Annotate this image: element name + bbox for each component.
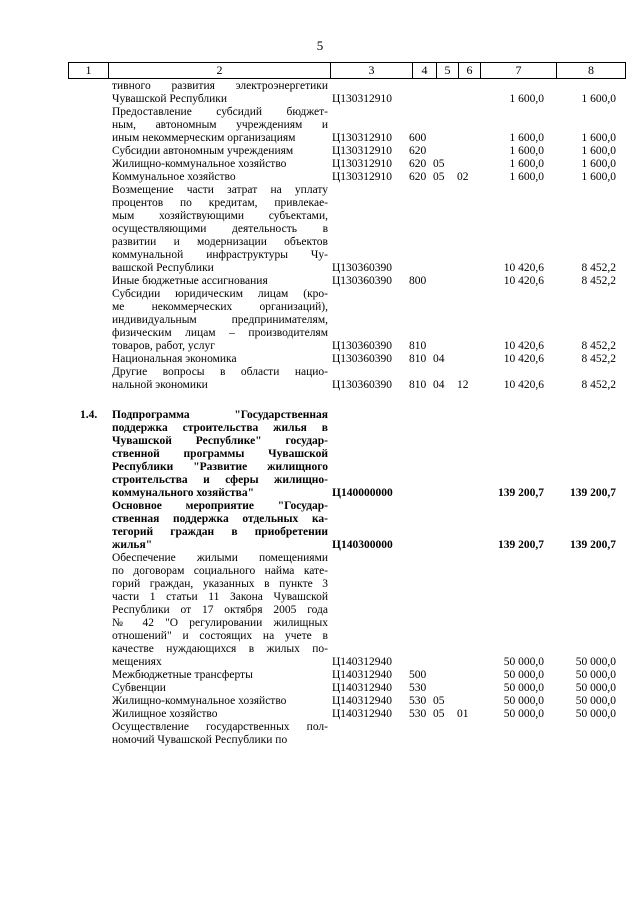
amount-col-7: 50 000,0 <box>503 682 544 694</box>
header-col-3: 3 <box>330 63 412 78</box>
row-name <box>112 721 328 747</box>
amount-col-8: 50 000,0 <box>575 695 616 707</box>
target-code: Ц140000000 <box>332 487 393 499</box>
subsection-code: 12 <box>457 379 469 391</box>
row-name-line: развитии и модернизации объектов <box>112 236 328 248</box>
amount-col-7: 10 420,6 <box>503 353 544 365</box>
row-name-line: Республики от 17 октября 2005 года <box>112 604 328 616</box>
amount-col-8: 50 000,0 <box>575 656 616 668</box>
row-name-line: товаров, работ, услуг <box>112 340 215 352</box>
amount-col-8: 1 600,0 <box>581 145 616 157</box>
table-row <box>0 682 640 695</box>
amount-col-8: 8 452,2 <box>581 340 616 352</box>
amount-col-8: 1 600,0 <box>581 132 616 144</box>
row-name-line: Жилищно-коммунальное хозяйство <box>112 158 287 170</box>
amount-col-7: 10 420,6 <box>503 379 544 391</box>
target-code: Ц140300000 <box>332 539 393 551</box>
row-name-line: Межбюджетные трансферты <box>112 669 253 681</box>
target-code: Ц140312940 <box>332 708 393 720</box>
amount-col-8: 1 600,0 <box>581 158 616 170</box>
row-name-line: номочий Чувашской Республики по <box>112 734 288 746</box>
row-name <box>112 353 328 366</box>
row-name-line: осуществляющими деятельность в <box>112 223 328 235</box>
row-name-line: нальной экономики <box>112 379 208 391</box>
amount-col-7: 1 600,0 <box>509 171 544 183</box>
table-row <box>0 145 640 158</box>
row-name-line: Осуществление государственных пол- <box>112 721 328 733</box>
table-row <box>0 158 640 171</box>
row-name-line: Иные бюджетные ассигнования <box>112 275 268 287</box>
amount-col-8: 1 600,0 <box>581 171 616 183</box>
amount-col-7: 50 000,0 <box>503 708 544 720</box>
row-name <box>112 158 328 171</box>
row-name-line: ственная поддержка отдельных ка- <box>112 513 328 525</box>
row-name-line: иным некоммерческим организациям <box>112 132 296 144</box>
amount-col-8: 8 452,2 <box>581 262 616 274</box>
amount-col-7: 1 600,0 <box>509 145 544 157</box>
row-name-line: отношений" и состоящих на учете в <box>112 630 328 642</box>
amount-col-7: 1 600,0 <box>509 93 544 105</box>
row-name-line: процентов по кредитам, привлекае- <box>112 197 328 209</box>
target-code: Ц140312940 <box>332 682 393 694</box>
row-name-line: физическим лицам – производителям <box>112 327 328 339</box>
target-code: Ц130312910 <box>332 132 393 144</box>
header-col-8: 8 <box>556 63 626 78</box>
row-name-line: вашской Республики <box>112 262 214 274</box>
row-name-line: ным, автономным учреждениям и <box>112 119 328 131</box>
table-row <box>0 80 640 106</box>
row-name-line: Чувашской Республики <box>112 93 228 105</box>
amount-col-7: 50 000,0 <box>503 695 544 707</box>
row-name <box>112 695 328 708</box>
amount-col-7: 1 600,0 <box>509 132 544 144</box>
row-name-line: мещениях <box>112 656 162 668</box>
header-col-1: 1 <box>68 63 108 78</box>
row-name <box>112 145 328 158</box>
table-row <box>0 695 640 708</box>
row-name-line: коммунального хозяйства" <box>112 487 254 499</box>
table-row <box>0 288 640 353</box>
expense-type: 600 <box>409 132 427 144</box>
amount-col-7: 139 200,7 <box>498 539 544 551</box>
expense-type: 530 <box>409 682 427 694</box>
row-name-line: коммунальной инфраструктуры Чу- <box>112 249 328 261</box>
amount-col-7: 10 420,6 <box>503 275 544 287</box>
row-name-line: по договорам социального найма кате- <box>112 565 328 577</box>
page-number: 5 <box>316 38 324 53</box>
amount-col-8: 139 200,7 <box>570 487 616 499</box>
row-name <box>112 500 328 552</box>
amount-col-8: 8 452,2 <box>581 353 616 365</box>
header-col-2: 2 <box>108 63 330 78</box>
target-code: Ц130312910 <box>332 171 393 183</box>
row-name-line: Жилищное хозяйство <box>112 708 218 720</box>
section-code: 05 <box>433 708 445 720</box>
amount-col-7: 10 420,6 <box>503 340 544 352</box>
row-name-line: Предоставление субсидий бюджет- <box>112 106 328 118</box>
row-name <box>112 682 328 695</box>
table-row <box>0 106 640 145</box>
expense-type: 810 <box>409 379 427 391</box>
row-name-line: жилья" <box>112 539 153 551</box>
row-name-line: Субсидии юридическим лицам (кро- <box>112 288 328 300</box>
amount-col-7: 50 000,0 <box>503 669 544 681</box>
row-name-line: индивидуальным предпринимателям, <box>112 314 328 326</box>
target-code: Ц130360390 <box>332 379 393 391</box>
target-code: Ц130312910 <box>332 145 393 157</box>
table-row <box>0 669 640 682</box>
amount-col-7: 1 600,0 <box>509 158 544 170</box>
target-code: Ц140312940 <box>332 695 393 707</box>
expense-type: 530 <box>409 695 427 707</box>
subsection-code: 02 <box>457 171 469 183</box>
section-code: 05 <box>433 695 445 707</box>
row-name <box>112 171 328 184</box>
table-row <box>0 171 640 184</box>
row-name <box>112 106 328 145</box>
target-code: Ц130360390 <box>332 353 393 365</box>
header-col-5: 5 <box>436 63 458 78</box>
target-code: Ц130360390 <box>332 275 393 287</box>
row-name <box>112 708 328 721</box>
subsection-code: 01 <box>457 708 469 720</box>
row-name <box>112 366 328 392</box>
row-name <box>112 275 328 288</box>
table-row <box>0 275 640 288</box>
expense-type: 620 <box>409 171 427 183</box>
expense-type: 800 <box>409 275 427 287</box>
row-name <box>112 409 328 500</box>
row-name-line: Национальная экономика <box>112 353 237 365</box>
target-code: Ц130360390 <box>332 262 393 274</box>
row-name-line: качестве нуждающихся в жилых по- <box>112 643 328 655</box>
expense-type: 810 <box>409 353 427 365</box>
row-name <box>112 184 328 275</box>
row-name-line: Обеспечение жилыми помещениями <box>112 552 328 564</box>
table-row <box>0 500 640 552</box>
row-name <box>112 552 328 669</box>
row-name-line: Чувашской Республике" государ- <box>112 435 328 447</box>
amount-col-8: 50 000,0 <box>575 708 616 720</box>
table-header <box>68 62 626 79</box>
target-code: Ц140312940 <box>332 656 393 668</box>
table-row <box>0 721 640 747</box>
section-number: 1.4. <box>80 409 98 421</box>
amount-col-8: 8 452,2 <box>581 275 616 287</box>
table-row <box>0 366 640 392</box>
table-row <box>0 184 640 275</box>
row-name-line: Другие вопросы в области нацио- <box>112 366 328 378</box>
expense-type: 810 <box>409 340 427 352</box>
table-body <box>0 80 640 747</box>
amount-col-8: 50 000,0 <box>575 682 616 694</box>
expense-type: 530 <box>409 708 427 720</box>
amount-col-8: 8 452,2 <box>581 379 616 391</box>
section-code: 05 <box>433 158 445 170</box>
row-name-line: Субвенции <box>112 682 166 694</box>
row-name-line: части 1 статьи 11 Закона Чувашской <box>112 591 328 603</box>
target-code: Ц140312940 <box>332 669 393 681</box>
header-col-6: 6 <box>458 63 480 78</box>
section-code: 05 <box>433 171 445 183</box>
row-name-line: Основное мероприятие "Государ- <box>112 500 328 512</box>
amount-col-7: 10 420,6 <box>503 262 544 274</box>
row-name-line: тегорий граждан в приобретении <box>112 526 328 538</box>
row-name-line: № 42 "О регулировании жилищных <box>112 617 328 629</box>
table-row <box>0 409 640 500</box>
table-row <box>0 708 640 721</box>
expense-type: 620 <box>409 145 427 157</box>
row-name-line: строительства и сферы жилищно- <box>112 474 328 486</box>
table-row <box>0 353 640 366</box>
expense-type: 500 <box>409 669 427 681</box>
amount-col-8: 139 200,7 <box>570 539 616 551</box>
row-name-line: ственной программы Чувашской <box>112 448 328 460</box>
row-name-line: мым хозяйствующими субъектами, <box>112 210 328 222</box>
row-name-line: Коммунальное хозяйство <box>112 171 236 183</box>
row-name-line: ме некоммерческих организаций), <box>112 301 328 313</box>
amount-col-8: 1 600,0 <box>581 93 616 105</box>
row-name <box>112 80 328 106</box>
row-name-line: поддержка строительства жилья в <box>112 422 328 434</box>
section-code: 04 <box>433 353 445 365</box>
row-name-line: горий граждан, указанных в пункте 3 <box>112 578 328 590</box>
target-code: Ц130312910 <box>332 158 393 170</box>
header-col-4: 4 <box>412 63 436 78</box>
row-name-line: Возмещение части затрат на уплату <box>112 184 328 196</box>
section-code: 04 <box>433 379 445 391</box>
expense-type: 620 <box>409 158 427 170</box>
header-col-7: 7 <box>480 63 556 78</box>
row-name-line: Республики "Развитие жилищного <box>112 461 328 473</box>
amount-col-8: 50 000,0 <box>575 669 616 681</box>
table-row <box>0 552 640 669</box>
amount-col-7: 50 000,0 <box>503 656 544 668</box>
row-name-line: тивного развития электроэнергетики <box>112 80 328 92</box>
row-name <box>112 288 328 353</box>
amount-col-7: 139 200,7 <box>498 487 544 499</box>
row-name-line: Жилищно-коммунальное хозяйство <box>112 695 287 707</box>
row-name-line: Субсидии автономным учреждениям <box>112 145 294 157</box>
row-name-line: Подпрограмма "Государственная <box>112 409 328 421</box>
target-code: Ц130312910 <box>332 93 393 105</box>
target-code: Ц130360390 <box>332 340 393 352</box>
row-name <box>112 669 328 682</box>
